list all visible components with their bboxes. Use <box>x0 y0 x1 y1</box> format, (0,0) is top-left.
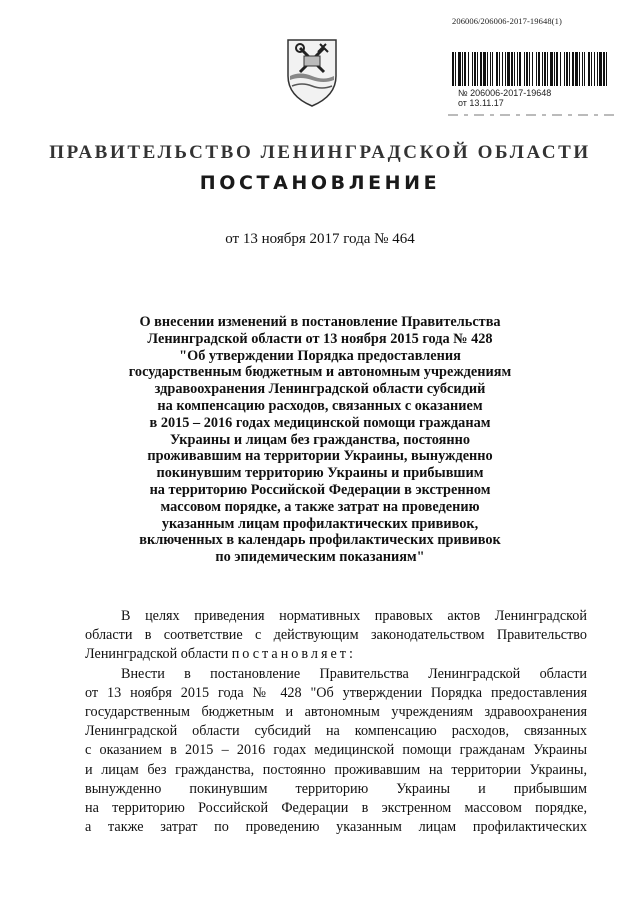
title-line: на территорию Российской Федерации в экстренном <box>149 481 491 498</box>
title-line: указанным лицам профилактических прививок, <box>161 515 479 532</box>
paragraph-line: на территорию Российской Федерации в экстренном массовом порядке, <box>85 799 587 816</box>
title-line: Ленинградской области от 13 ноября 2015 года № 428 <box>147 330 493 347</box>
registration-number: № 206006-2017-19648 <box>458 88 552 98</box>
registration-date: от 13.11.17 <box>458 98 504 108</box>
coat-of-arms-icon <box>282 36 342 108</box>
title-line: включенных в календарь профилактических прививок <box>139 532 501 549</box>
paragraph-line: а также затрат по проведению указанным лицам профилактических <box>85 819 587 836</box>
paragraph-line: Внести в постановление Правительства Ленинградской области <box>121 665 587 682</box>
separator-line <box>448 114 618 116</box>
document-type: ПОСТАНОВЛЕНИЕ <box>199 172 441 194</box>
barcode-icon <box>452 52 608 86</box>
paragraph-line: от 13 ноября 2015 года № 428 "Об утверждении Порядка предоставления <box>85 684 587 701</box>
title-line: на компенсацию расходов, связанных с оказанием <box>157 397 483 414</box>
title-line: покинувшим территорию Украины и прибывшим <box>156 465 484 482</box>
title-line: государственным бюджетным и автономным учреждениям <box>128 364 512 381</box>
paragraph-line <box>85 645 587 664</box>
document-id: 206006/206006-2017-19648(1) <box>452 16 562 26</box>
title-line: проживавшим на территории Украины, вынужденно <box>147 448 493 465</box>
resolution-title <box>70 314 570 566</box>
title-line: "Об утверждении Порядка предоставления <box>179 347 461 364</box>
paragraph-line: Ленинградской области субсидий на компенсацию расходов, связанных <box>85 723 587 740</box>
document-date: от 13 ноября 2017 года № 464 <box>225 231 415 247</box>
title-line: в 2015 – 2016 годах медицинской помощи гражданам <box>149 414 491 431</box>
paragraph-line: вынужденно покинувшим территорию Украины и прибывшим <box>85 780 587 797</box>
title-line: массовом порядке, а также затрат на проведению <box>160 498 480 515</box>
paragraph-line: области в соответствие с действующим законодательством Правительство <box>85 627 587 644</box>
paragraph-line: с оказанием в 2015 – 2016 годах медицинской помощи гражданам Украины <box>85 742 587 759</box>
title-line: Украины и лицам без гражданства, постоянно <box>169 431 471 448</box>
title-line: здравоохранения Ленинградской области субсидий <box>154 381 486 398</box>
paragraph-text: Ленинградской области <box>85 646 232 663</box>
government-name: ПРАВИТЕЛЬСТВО ЛЕНИНГРАДСКОЙ ОБЛАСТИ <box>49 142 591 163</box>
decree-word: постановляет: <box>231 646 356 663</box>
document-body <box>85 607 587 837</box>
paragraph-line: и лицам без гражданства, постоянно проживавшим на территории Украины, <box>85 761 587 778</box>
title-line: О внесении изменений в постановление Правительства <box>139 314 501 330</box>
paragraph-line: государственным бюджетным и автономным учреждениям здравоохранения <box>85 703 587 720</box>
paragraph-line: В целях приведения нормативных правовых актов Ленинградской <box>121 608 587 624</box>
title-line: по эпидемическим показаниям" <box>215 549 425 566</box>
